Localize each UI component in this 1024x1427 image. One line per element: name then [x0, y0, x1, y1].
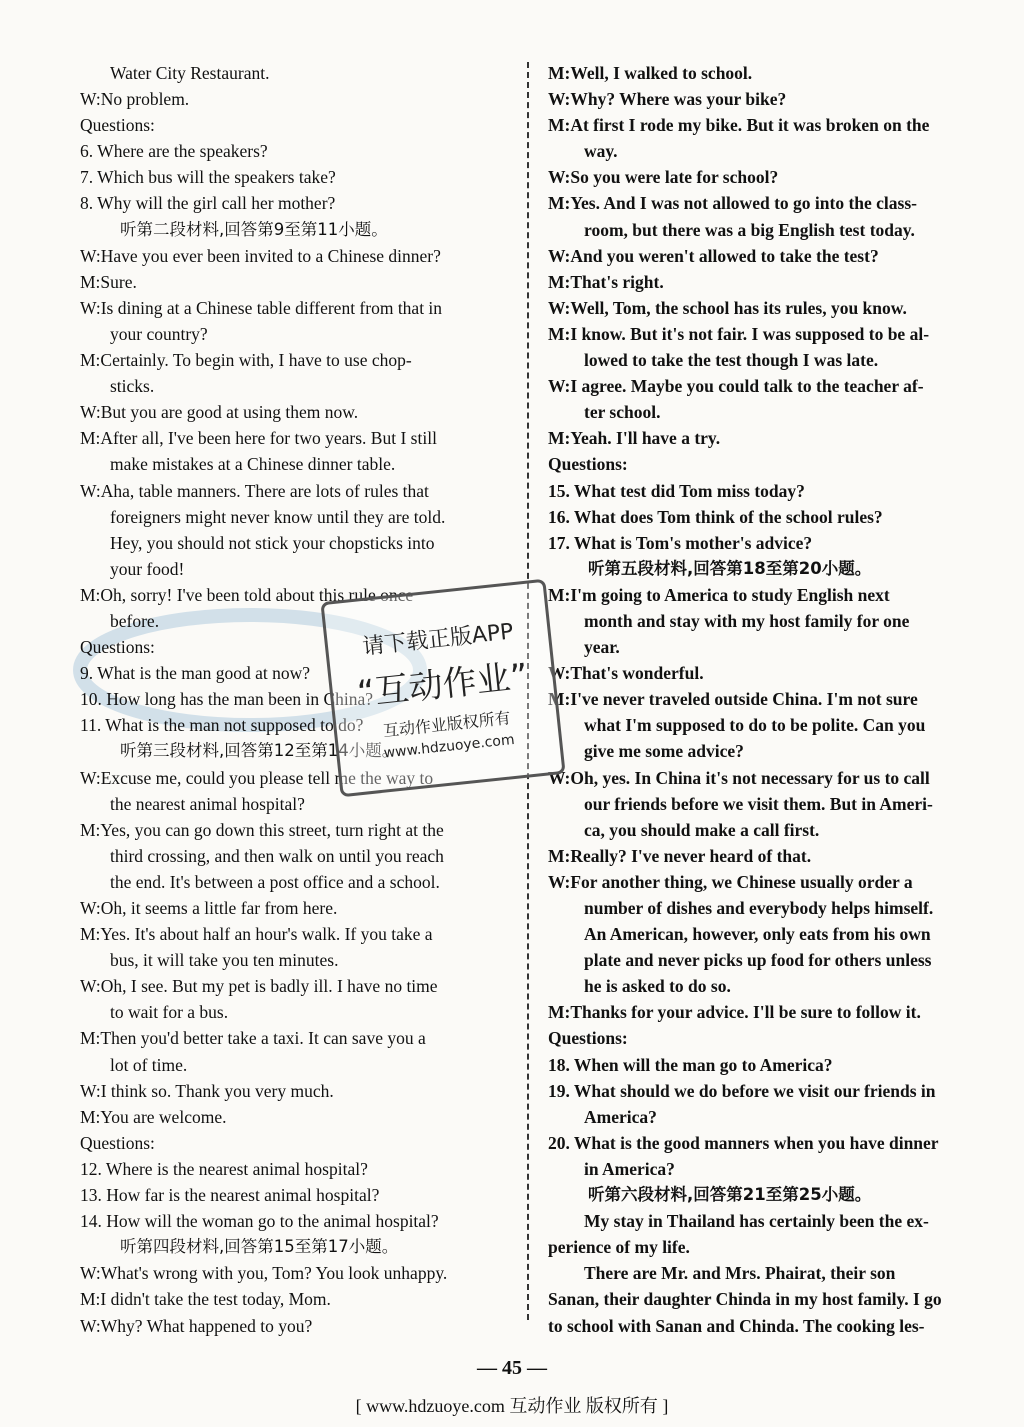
text-line: Questions:	[80, 637, 155, 658]
text-line: sticks.	[110, 376, 155, 397]
section-heading: 听第三段材料,回答第12至第14小题。	[120, 741, 399, 761]
copyright-stamp	[320, 579, 565, 798]
text-line: W:I think so. Thank you very much.	[80, 1080, 334, 1101]
text-line: bus, it will take you ten minutes.	[110, 950, 339, 971]
text-line: the nearest animal hospital?	[110, 793, 305, 814]
text-line: M:Then you'd better take a taxi. It can save you a	[80, 1028, 426, 1049]
text-line: M:Yes. And I was not allowed to go into the class-	[548, 193, 917, 214]
text-line: Questions:	[80, 1132, 155, 1153]
text-line: M:Really? I've never heard of that.	[548, 845, 812, 866]
text-line: room, but there was a big English test today.	[584, 219, 915, 240]
text-line: W:That's wonderful.	[548, 663, 704, 684]
text-line: lowed to take the test though I was late.	[584, 350, 879, 371]
text-line: M:Yes, you can go down this street, turn right at the	[80, 819, 444, 840]
text-line: W:Excuse me, could you please tell me the way to	[80, 767, 434, 788]
text-line: 8. Why will the girl call her mother?	[80, 193, 336, 214]
footer-copyright-link[interactable]: [ www.hdzuoye.com 互动作业 版权所有 ]	[355, 1396, 669, 1416]
text-line: 9. What is the man good at now?	[80, 663, 311, 684]
stamp-line-4: www.hdzuoye.com	[382, 731, 516, 761]
text-line: your country?	[110, 323, 208, 344]
text-line: 11. What is the man not supposed to do?	[80, 715, 364, 736]
text-line: Questions:	[80, 115, 155, 136]
text-line: 16. What does Tom think of the school rules?	[548, 506, 883, 527]
text-line: 19. What should we do before we visit our friends in	[548, 1080, 936, 1101]
text-line: our friends before we visit them. But in Ameri-	[584, 793, 933, 814]
text-line: M:Certainly. To begin with, I have to use chop-	[80, 350, 412, 371]
text-line: M:I'm going to America to study English next	[548, 584, 890, 605]
text-line: Water City Restaurant.	[110, 63, 270, 83]
text-line: America?	[584, 1106, 657, 1127]
text-line: give me some advice?	[584, 741, 744, 762]
text-line: W:I agree. Maybe you could talk to the teacher af-	[548, 376, 924, 397]
section-heading: 听第四段材料,回答第15至第17小题。	[120, 1237, 399, 1257]
text-line: M:Yeah. I'll have a try.	[548, 428, 721, 449]
text-line: There are Mr. and Mrs. Phairat, their son	[584, 1263, 896, 1284]
text-line: My stay in Thailand has certainly been the ex-	[584, 1211, 929, 1232]
text-line: 10. How long has the man been in China?	[80, 689, 374, 710]
text-line: 14. How will the woman go to the animal hospital?	[80, 1211, 439, 1232]
text-line: M:I've never traveled outside China. I'm not sure	[548, 689, 918, 710]
page-number: — 45 —	[477, 1357, 547, 1379]
text-line: M:Sure.	[80, 271, 137, 292]
text-line: W:No problem.	[80, 89, 190, 110]
text-line: year.	[584, 637, 620, 658]
text-line: 17. What is Tom's mother's advice?	[548, 532, 813, 553]
text-line: before.	[110, 610, 160, 631]
section-heading: 听第二段材料,回答第9至第11小题。	[120, 219, 388, 239]
text-line: lot of time.	[110, 1054, 188, 1075]
text-line: foreigners might never know until they are told.	[110, 506, 446, 527]
text-line: M:I didn't take the test today, Mom.	[80, 1289, 331, 1310]
text-line: W:Is dining at a Chinese table different from that in	[80, 297, 443, 318]
text-line: M:Yes. It's about half an hour's walk. If you take a	[80, 924, 433, 945]
text-line: what I'm supposed to do to be polite. Can you	[584, 715, 926, 736]
right-column	[548, 60, 984, 1339]
text-line: M:Thanks for your advice. I'll be sure to follow it.	[548, 1002, 921, 1023]
text-line: Questions:	[548, 1028, 628, 1049]
text-line: W:Why? Where was your bike?	[548, 89, 787, 110]
text-line: third crossing, and then walk on until you reach	[110, 845, 444, 866]
text-line: W:So you were late for school?	[548, 167, 779, 188]
stamp-line-3: 互动作业版权所有	[382, 707, 512, 740]
text-line: W:Oh, I see. But my pet is badly ill. I have no time	[80, 976, 438, 997]
text-line: W:Oh, it seems a little far from here.	[80, 898, 338, 918]
text-line: Hey, you should not stick your chopsticks into	[110, 532, 435, 553]
text-line: 12. Where is the nearest animal hospital?	[80, 1158, 368, 1179]
text-line: 15. What test did Tom miss today?	[548, 480, 805, 501]
text-line: M:I know. But it's not fair. I was supposed to be al-	[548, 323, 930, 344]
text-line: M:That's right.	[548, 271, 664, 292]
text-line: W:But you are good at using them now.	[80, 402, 359, 423]
text-line: W:Well, Tom, the school has its rules, you know.	[548, 297, 907, 318]
text-line: W:And you weren't allowed to take the test?	[548, 245, 879, 266]
stamp-line-1: 请下载正版APP	[361, 618, 515, 660]
text-line: W:For another thing, we Chinese usually order a	[548, 871, 913, 892]
text-line: ter school.	[584, 402, 661, 423]
text-line: M:Well, I walked to school.	[548, 63, 753, 83]
text-line: make mistakes at a Chinese dinner table.	[110, 454, 396, 475]
text-line: plate and never picks up food for others unless	[584, 950, 932, 971]
text-line: M:After all, I've been here for two years. But I still	[80, 428, 437, 449]
section-heading: 听第六段材料,回答第21至第25小题。	[588, 1185, 872, 1205]
text-line: 6. Where are the speakers?	[80, 141, 268, 162]
text-line: Questions:	[548, 454, 628, 475]
text-line: ca, you should make a call first.	[584, 819, 820, 840]
text-line: in America?	[584, 1158, 675, 1179]
text-line: Sanan, their daughter Chinda in my host family. I go	[548, 1289, 942, 1310]
text-line: M:You are welcome.	[80, 1106, 227, 1127]
text-line: 20. What is the good manners when you have dinner	[548, 1132, 939, 1153]
text-line: W:What's wrong with you, Tom? You look unhappy.	[80, 1263, 448, 1284]
text-line: M:At first I rode my bike. But it was broken on the	[548, 115, 930, 136]
text-line: your food!	[110, 558, 185, 579]
text-line: to school with Sanan and Chinda. The cooking les-	[548, 1315, 925, 1336]
text-line: number of dishes and everybody helps himself.	[584, 898, 934, 918]
text-line: W:Oh, yes. In China it's not necessary for us to call	[548, 767, 930, 788]
text-line: W:Have you ever been invited to a Chinese dinner?	[80, 245, 441, 266]
text-line: month and stay with my host family for one	[584, 610, 910, 631]
text-line: An American, however, only eats from his own	[584, 924, 931, 945]
text-line: he is asked to do so.	[584, 976, 731, 997]
text-line: 18. When will the man go to America?	[548, 1054, 833, 1075]
text-line: M:Oh, sorry! I've been told about this rule once	[80, 584, 414, 605]
text-line: the end. It's between a post office and a school.	[110, 871, 440, 892]
text-line: way.	[584, 141, 618, 162]
text-line: W:Why? What happened to you?	[80, 1315, 313, 1336]
text-line: 7. Which bus will the speakers take?	[80, 167, 336, 188]
stamp-line-2: “互动作业”	[355, 655, 530, 714]
section-heading: 听第五段材料,回答第18至第20小题。	[588, 558, 872, 578]
text-line: 13. How far is the nearest animal hospital?	[80, 1185, 380, 1206]
text-line: perience of my life.	[548, 1237, 690, 1258]
text-line: W:Aha, table manners. There are lots of rules that	[80, 480, 429, 501]
text-line: to wait for a bus.	[110, 1002, 229, 1023]
